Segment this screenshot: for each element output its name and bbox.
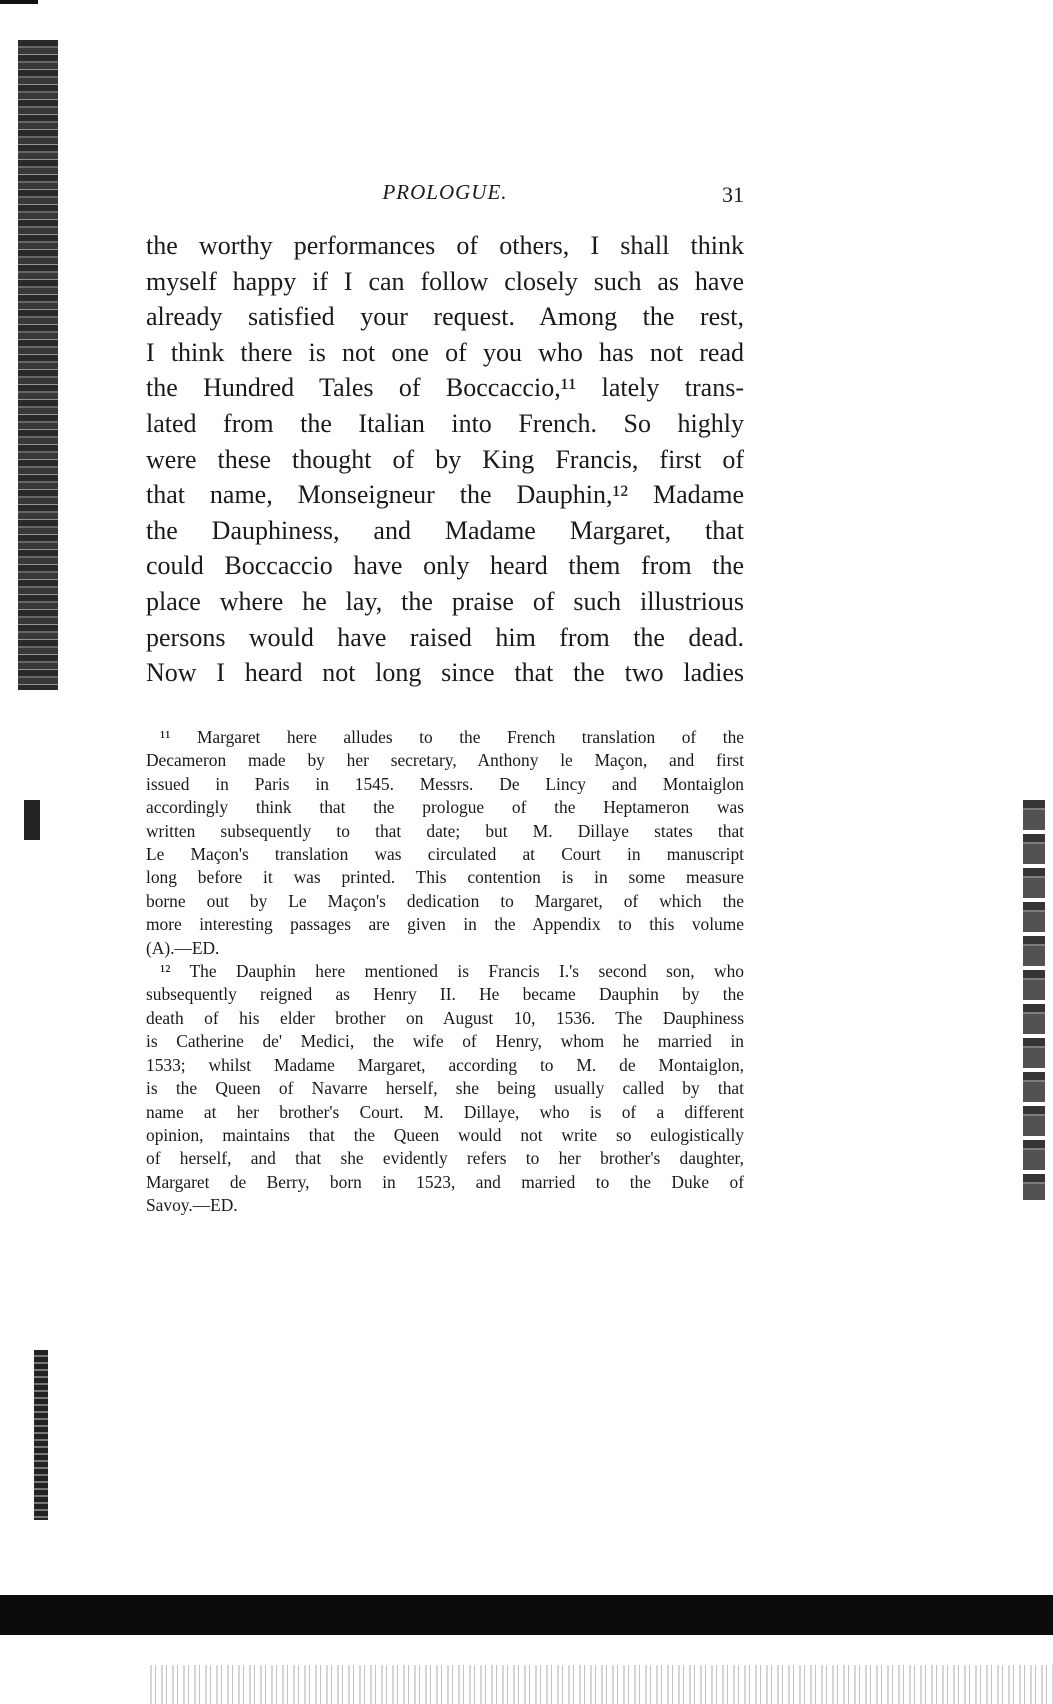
footnote-line: of herself, and that she evidently refers to her brother's daughter, xyxy=(146,1148,744,1169)
footnote-line: more interesting passages are given in the Appendix to this volume xyxy=(146,914,744,935)
body-line: were these thought of by King Francis, first of xyxy=(146,444,744,474)
page-number: 31 xyxy=(722,182,744,207)
scan-shadow-left-lower xyxy=(34,1350,48,1520)
body-line: the worthy performances of others, I shall think xyxy=(146,231,744,260)
footnote-line: Margaret de Berry, born in 1523, and married to the Duke of xyxy=(146,1171,744,1192)
scan-shadow-right xyxy=(1023,800,1045,1200)
footnote-line: written subsequently to that date; but M. Dillaye states that xyxy=(146,820,744,841)
footnote-line: long before it was printed. This contention is in some measure xyxy=(146,867,744,888)
footnote-line: subsequently reigned as Henry II. He became Dauphin by the xyxy=(146,984,744,1005)
footnote-line: Le Maçon's translation was circulated at Court in manuscript xyxy=(146,844,744,865)
running-head: PROLOGUE. xyxy=(382,180,508,204)
body-line: myself happy if I can follow closely such as have xyxy=(146,266,744,296)
body-text xyxy=(146,228,744,691)
scan-shadow-bottom xyxy=(0,1595,1053,1635)
footnote-line: (A).—ED. xyxy=(146,937,220,958)
body-line: the Hundred Tales of Boccaccio,¹¹ lately trans- xyxy=(146,373,744,403)
footnote-line: accordingly think that the prologue of the Heptameron was xyxy=(146,797,744,818)
footnote-line: is Catherine de' Medici, the wife of Henry, whom he married in xyxy=(146,1031,744,1052)
footnote-line: is the Queen of Navarre herself, she being usually called by that xyxy=(146,1078,744,1099)
scan-shadow-left-small xyxy=(24,800,40,840)
body-line: that name, Monseigneur the Dauphin,¹² Madame xyxy=(146,480,744,510)
body-line: persons would have raised him from the dead. xyxy=(146,622,744,652)
footnote-line: opinion, maintains that the Queen would not write so eulogistically xyxy=(146,1124,744,1145)
footnote-line: name at her brother's Court. M. Dillaye, who is of a different xyxy=(146,1101,744,1122)
body-line: lated from the Italian into French. So highly xyxy=(146,408,744,438)
footnotes xyxy=(146,726,744,1218)
body-line: I think there is not one of you who has not read xyxy=(146,337,744,367)
page-header xyxy=(146,180,744,214)
footnote-line: borne out by Le Maçon's dedication to Margaret, of which the xyxy=(146,890,744,911)
footnote-line: 1533; whilst Madame Margaret, according to M. de Montaiglon, xyxy=(146,1054,744,1075)
footnote-line: Decameron made by her secretary, Anthony le Maçon, and first xyxy=(146,750,744,771)
footnote-line: issued in Paris in 1545. Messrs. De Lincy and Montaiglon xyxy=(146,773,744,794)
body-line: Now I heard not long since that the two ladies xyxy=(146,658,744,688)
footnote-11 xyxy=(146,726,744,960)
footnote-line: Savoy.—ED. xyxy=(146,1195,238,1216)
body-line: could Boccaccio have only heard them from the xyxy=(146,551,744,581)
footnote-line: death of his elder brother on August 10, 1536. The Dauphiness xyxy=(146,1007,744,1028)
scan-shadow-left xyxy=(18,40,58,690)
footnote-12 xyxy=(146,960,744,1217)
body-line: place where he lay, the praise of such illustrious xyxy=(146,586,744,616)
footnote-line: ¹² The Dauphin here mentioned is Francis I.'s second son, who xyxy=(160,961,744,982)
footnote-line: ¹¹ Margaret here alludes to the French translation of the xyxy=(160,727,744,747)
body-line: already satisfied your request. Among the rest, xyxy=(146,302,744,332)
scan-noise-bottom xyxy=(150,1665,1053,1704)
scan-edge-mark xyxy=(0,0,38,4)
body-line: the Dauphiness, and Madame Margaret, that xyxy=(146,515,744,545)
